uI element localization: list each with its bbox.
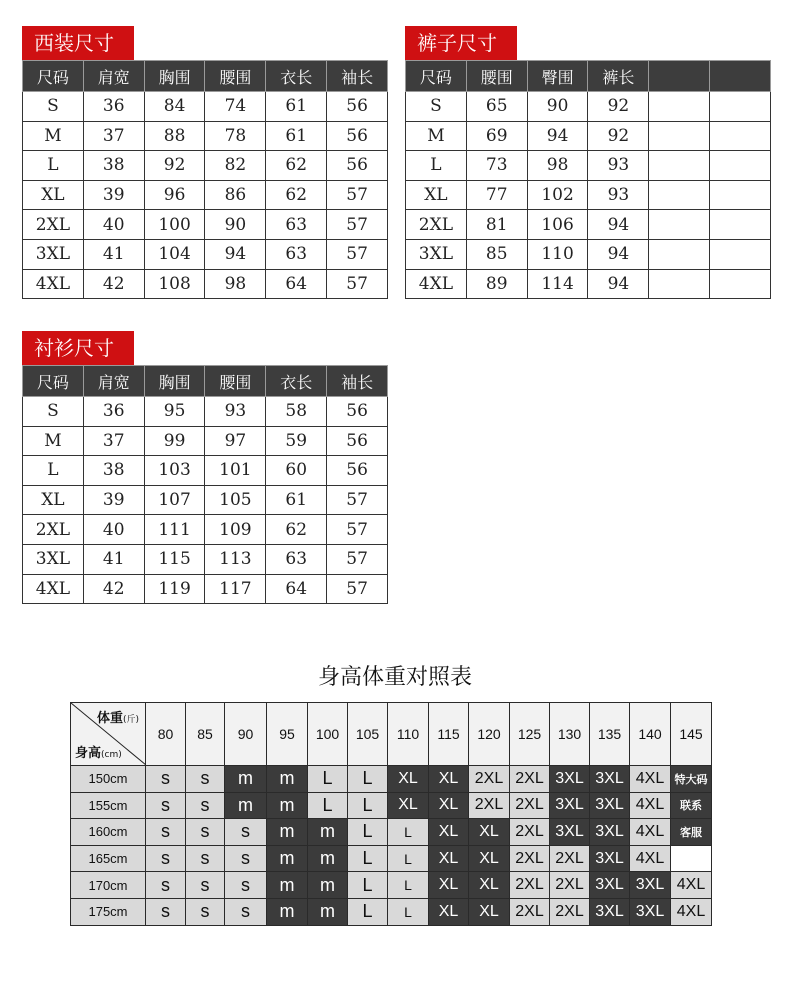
- table-row: [23, 574, 388, 604]
- size-cell: 2XL: [469, 792, 510, 819]
- size-cell: L: [348, 766, 388, 793]
- table-row: [406, 210, 771, 240]
- size-cell: 2XL: [550, 898, 590, 925]
- pants-cell: M: [406, 121, 467, 151]
- suit-header-0: 尺码: [23, 61, 84, 92]
- suit-cell: L: [23, 151, 84, 181]
- weight-header-110: 110: [388, 703, 429, 766]
- suit-cell: 56: [327, 151, 388, 181]
- weight-header-85: 85: [186, 703, 225, 766]
- suit-cell: 57: [327, 239, 388, 269]
- pants-cell: [710, 269, 771, 299]
- suit-cell: 62: [266, 151, 327, 181]
- suit-cell: 64: [266, 269, 327, 299]
- pants-cell: 93: [588, 180, 649, 210]
- size-cell: s: [146, 819, 186, 846]
- pants-cell: 106: [527, 210, 588, 240]
- shirt-cell: 39: [83, 485, 144, 515]
- weight-header-140: 140: [630, 703, 671, 766]
- suit-cell: 63: [266, 210, 327, 240]
- shirt-cell: 57: [327, 485, 388, 515]
- suit-cell: 100: [144, 210, 205, 240]
- pants-cell: 114: [527, 269, 588, 299]
- size-cell: 3XL: [590, 792, 630, 819]
- suit-cell: 96: [144, 180, 205, 210]
- height-weight-title: 身高体重对照表: [317, 665, 472, 690]
- suit-cell: 37: [83, 121, 144, 151]
- pants-header-1: 腰围: [466, 61, 527, 92]
- table-row: [23, 121, 388, 151]
- pants-cell: 92: [588, 121, 649, 151]
- suit-cell: 74: [205, 92, 266, 122]
- suit-cell: 57: [327, 269, 388, 299]
- shirt-cell: 56: [327, 397, 388, 427]
- shirt-cell: 38: [83, 456, 144, 486]
- size-cell: 3XL: [630, 898, 671, 925]
- suit-cell: XL: [23, 180, 84, 210]
- pants-cell: 94: [588, 210, 649, 240]
- pants-cell: [710, 121, 771, 151]
- pants-cell: [649, 269, 710, 299]
- size-cell: 2XL: [550, 845, 590, 872]
- suit-cell: 41: [83, 239, 144, 269]
- size-cell: m: [267, 766, 308, 793]
- table-row: [71, 819, 712, 846]
- suit-cell: 86: [205, 180, 266, 210]
- size-cell: s: [186, 819, 225, 846]
- pants-cell: [649, 121, 710, 151]
- shirt-cell: 42: [83, 574, 144, 604]
- size-cell: s: [146, 766, 186, 793]
- suit-header-2: 胸围: [144, 61, 205, 92]
- weight-header-105: 105: [348, 703, 388, 766]
- shirt-cell: 97: [205, 426, 266, 456]
- shirt-cell: 107: [144, 485, 205, 515]
- pants-cell: 102: [527, 180, 588, 210]
- height-cell: 155cm: [71, 792, 146, 819]
- suit-header-5: 袖长: [327, 61, 388, 92]
- shirt-cell: 59: [266, 426, 327, 456]
- suit-size-title: 西装尺寸: [22, 26, 134, 60]
- height-weight-table: [70, 702, 712, 926]
- size-cell: 2XL: [469, 766, 510, 793]
- shirt-cell: 40: [83, 515, 144, 545]
- size-cell: 2XL: [510, 845, 550, 872]
- table-row: [406, 239, 771, 269]
- size-cell: L: [348, 898, 388, 925]
- suit-cell: 90: [205, 210, 266, 240]
- pants-cell: [710, 180, 771, 210]
- table-row: [406, 151, 771, 181]
- size-cell: s: [146, 792, 186, 819]
- pants-cell: 85: [466, 239, 527, 269]
- size-cell: XL: [429, 792, 469, 819]
- shirt-size-table: [22, 365, 388, 604]
- pants-cell: 90: [527, 92, 588, 122]
- pants-cell: 3XL: [406, 239, 467, 269]
- pants-cell: 93: [588, 151, 649, 181]
- table-row: [71, 872, 712, 899]
- shirt-cell: 58: [266, 397, 327, 427]
- pants-cell: [710, 239, 771, 269]
- size-cell: 4XL: [671, 898, 712, 925]
- shirt-cell: 109: [205, 515, 266, 545]
- shirt-cell: XL: [23, 485, 84, 515]
- table-row: [71, 845, 712, 872]
- size-cell: s: [146, 872, 186, 899]
- weight-header-130: 130: [550, 703, 590, 766]
- size-cell: 3XL: [590, 819, 630, 846]
- size-cell: L: [388, 819, 429, 846]
- size-cell: 2XL: [510, 898, 550, 925]
- suit-cell: 38: [83, 151, 144, 181]
- height-cell: 160cm: [71, 819, 146, 846]
- pants-cell: 4XL: [406, 269, 467, 299]
- size-cell: s: [186, 898, 225, 925]
- size-cell: XL: [469, 819, 510, 846]
- table-row: [71, 792, 712, 819]
- suit-cell: 104: [144, 239, 205, 269]
- suit-cell: M: [23, 121, 84, 151]
- size-cell: [671, 845, 712, 872]
- pants-cell: [649, 92, 710, 122]
- size-cell: m: [267, 898, 308, 925]
- size-cell: XL: [388, 792, 429, 819]
- size-cell: 4XL: [630, 792, 671, 819]
- shirt-cell: L: [23, 456, 84, 486]
- size-cell: 联系: [671, 792, 712, 819]
- pants-cell: 2XL: [406, 210, 467, 240]
- weight-header-100: 100: [308, 703, 348, 766]
- size-cell: L: [308, 766, 348, 793]
- shirt-cell: 62: [266, 515, 327, 545]
- size-cell: 客服: [671, 819, 712, 846]
- shirt-header-3: 腰围: [205, 366, 266, 397]
- weight-header-135: 135: [590, 703, 630, 766]
- size-cell: L: [348, 819, 388, 846]
- suit-size-table: [22, 60, 388, 299]
- pants-cell: L: [406, 151, 467, 181]
- size-cell: XL: [429, 898, 469, 925]
- shirt-cell: 56: [327, 456, 388, 486]
- size-cell: m: [308, 872, 348, 899]
- suit-cell: 42: [83, 269, 144, 299]
- size-cell: m: [267, 819, 308, 846]
- weight-label-text: 体重: [96, 711, 123, 726]
- shirt-header-4: 衣长: [266, 366, 327, 397]
- size-cell: XL: [469, 898, 510, 925]
- table-row: [23, 515, 388, 545]
- suit-cell: 92: [144, 151, 205, 181]
- size-cell: m: [225, 792, 267, 819]
- suit-cell: 78: [205, 121, 266, 151]
- size-cell: 3XL: [590, 872, 630, 899]
- size-cell: L: [388, 845, 429, 872]
- size-cell: 2XL: [510, 819, 550, 846]
- suit-cell: 61: [266, 121, 327, 151]
- shirt-cell: 115: [144, 544, 205, 574]
- size-cell: 3XL: [590, 898, 630, 925]
- suit-cell: 39: [83, 180, 144, 210]
- shirt-cell: 4XL: [23, 574, 84, 604]
- pants-cell: XL: [406, 180, 467, 210]
- height-cell: 150cm: [71, 766, 146, 793]
- size-cell: m: [308, 898, 348, 925]
- weight-header-125: 125: [510, 703, 550, 766]
- suit-cell: 108: [144, 269, 205, 299]
- suit-header-3: 腰围: [205, 61, 266, 92]
- pants-cell: 73: [466, 151, 527, 181]
- table-row: [23, 544, 388, 574]
- suit-cell: 94: [205, 239, 266, 269]
- size-cell: s: [225, 845, 267, 872]
- suit-cell: 2XL: [23, 210, 84, 240]
- size-cell: XL: [469, 872, 510, 899]
- shirt-cell: 57: [327, 544, 388, 574]
- size-cell: 2XL: [510, 872, 550, 899]
- pants-cell: 89: [466, 269, 527, 299]
- suit-cell: 62: [266, 180, 327, 210]
- suit-cell: 56: [327, 121, 388, 151]
- shirt-cell: 63: [266, 544, 327, 574]
- size-cell: s: [186, 872, 225, 899]
- shirt-cell: 3XL: [23, 544, 84, 574]
- suit-header-row: [23, 61, 388, 92]
- pants-cell: [710, 210, 771, 240]
- pants-cell: [649, 180, 710, 210]
- table-row: [71, 898, 712, 925]
- size-cell: 3XL: [550, 819, 590, 846]
- size-cell: 3XL: [630, 872, 671, 899]
- height-cell: 165cm: [71, 845, 146, 872]
- size-cell: 4XL: [630, 766, 671, 793]
- size-cell: 4XL: [630, 845, 671, 872]
- suit-cell: 4XL: [23, 269, 84, 299]
- table-row: [23, 269, 388, 299]
- suit-cell: 88: [144, 121, 205, 151]
- shirt-cell: 101: [205, 456, 266, 486]
- size-cell: 2XL: [510, 792, 550, 819]
- size-cell: s: [186, 845, 225, 872]
- pants-cell: [710, 92, 771, 122]
- size-cell: m: [267, 792, 308, 819]
- pants-cell: 81: [466, 210, 527, 240]
- weight-header-80: 80: [146, 703, 186, 766]
- shirt-size-title: 衬衫尺寸: [22, 331, 134, 365]
- table-row: [406, 92, 771, 122]
- suit-cell: 84: [144, 92, 205, 122]
- height-unit: (cm): [101, 750, 122, 760]
- weight-header-115: 115: [429, 703, 469, 766]
- suit-cell: 57: [327, 210, 388, 240]
- size-cell: XL: [429, 872, 469, 899]
- suit-header-4: 衣长: [266, 61, 327, 92]
- pants-header-4: [649, 61, 710, 92]
- size-cell: s: [225, 819, 267, 846]
- suit-cell: 61: [266, 92, 327, 122]
- size-cell: s: [225, 872, 267, 899]
- size-cell: 2XL: [510, 766, 550, 793]
- size-cell: L: [348, 872, 388, 899]
- size-cell: XL: [469, 845, 510, 872]
- size-cell: 3XL: [590, 766, 630, 793]
- pants-cell: [649, 151, 710, 181]
- table-row: [23, 485, 388, 515]
- height-cell: 170cm: [71, 872, 146, 899]
- size-cell: s: [186, 766, 225, 793]
- pants-header-row: [406, 61, 771, 92]
- diagonal-header-cell: [71, 703, 146, 766]
- shirt-header-1: 肩宽: [83, 366, 144, 397]
- pants-cell: 92: [588, 92, 649, 122]
- shirt-cell: 36: [83, 397, 144, 427]
- size-cell: L: [348, 845, 388, 872]
- suit-cell: S: [23, 92, 84, 122]
- pants-cell: 77: [466, 180, 527, 210]
- shirt-header-2: 胸围: [144, 366, 205, 397]
- size-cell: XL: [429, 766, 469, 793]
- size-cell: 4XL: [671, 872, 712, 899]
- pants-size-title: 裤子尺寸: [405, 26, 517, 60]
- pants-header-3: 裤长: [588, 61, 649, 92]
- size-cell: 3XL: [550, 766, 590, 793]
- table-row: [23, 456, 388, 486]
- table-row: [406, 269, 771, 299]
- size-cell: m: [267, 845, 308, 872]
- size-cell: s: [146, 898, 186, 925]
- table-row: [406, 180, 771, 210]
- suit-cell: 82: [205, 151, 266, 181]
- weight-header-145: 145: [671, 703, 712, 766]
- height-cell: 175cm: [71, 898, 146, 925]
- pants-header-2: 臀围: [527, 61, 588, 92]
- size-cell: m: [308, 819, 348, 846]
- pants-header-0: 尺码: [406, 61, 467, 92]
- pants-cell: 94: [588, 239, 649, 269]
- shirt-cell: 119: [144, 574, 205, 604]
- pants-cell: 110: [527, 239, 588, 269]
- shirt-cell: 37: [83, 426, 144, 456]
- table-row: [23, 426, 388, 456]
- shirt-cell: 117: [205, 574, 266, 604]
- table-row: [23, 239, 388, 269]
- pants-cell: 98: [527, 151, 588, 181]
- suit-cell: 57: [327, 180, 388, 210]
- size-cell: s: [146, 845, 186, 872]
- pants-cell: [649, 239, 710, 269]
- weight-header-90: 90: [225, 703, 267, 766]
- pants-cell: [710, 151, 771, 181]
- shirt-cell: M: [23, 426, 84, 456]
- shirt-cell: 93: [205, 397, 266, 427]
- size-cell: 特大码: [671, 766, 712, 793]
- shirt-cell: 113: [205, 544, 266, 574]
- height-label: [75, 742, 122, 761]
- table-row: [71, 766, 712, 793]
- table-row: [23, 151, 388, 181]
- shirt-cell: 2XL: [23, 515, 84, 545]
- size-cell: L: [388, 898, 429, 925]
- table-row: [23, 210, 388, 240]
- size-cell: XL: [429, 819, 469, 846]
- size-cell: 2XL: [550, 872, 590, 899]
- size-cell: XL: [388, 766, 429, 793]
- suit-cell: 98: [205, 269, 266, 299]
- size-cell: m: [308, 845, 348, 872]
- pants-cell: 65: [466, 92, 527, 122]
- weight-unit: (斤): [122, 715, 139, 725]
- shirt-cell: 57: [327, 515, 388, 545]
- size-cell: XL: [429, 845, 469, 872]
- shirt-cell: 103: [144, 456, 205, 486]
- shirt-cell: 41: [83, 544, 144, 574]
- size-cell: L: [388, 872, 429, 899]
- shirt-header-row: [23, 366, 388, 397]
- weight-header-row: [71, 703, 712, 766]
- weight-label: [97, 707, 139, 726]
- shirt-cell: 64: [266, 574, 327, 604]
- shirt-cell: 61: [266, 485, 327, 515]
- size-cell: L: [308, 792, 348, 819]
- suit-cell: 40: [83, 210, 144, 240]
- table-row: [23, 92, 388, 122]
- shirt-cell: 56: [327, 426, 388, 456]
- shirt-header-0: 尺码: [23, 366, 84, 397]
- pants-cell: [649, 210, 710, 240]
- suit-cell: 56: [327, 92, 388, 122]
- table-row: [406, 121, 771, 151]
- pants-cell: 94: [527, 121, 588, 151]
- shirt-cell: 105: [205, 485, 266, 515]
- height-label-text: 身高: [75, 746, 102, 761]
- shirt-cell: 95: [144, 397, 205, 427]
- weight-header-120: 120: [469, 703, 510, 766]
- shirt-cell: 60: [266, 456, 327, 486]
- shirt-cell: S: [23, 397, 84, 427]
- pants-cell: 69: [466, 121, 527, 151]
- suit-cell: 36: [83, 92, 144, 122]
- shirt-header-5: 袖长: [327, 366, 388, 397]
- shirt-cell: 57: [327, 574, 388, 604]
- pants-size-table: [405, 60, 771, 299]
- pants-cell: S: [406, 92, 467, 122]
- size-cell: m: [267, 872, 308, 899]
- pants-cell: 94: [588, 269, 649, 299]
- size-cell: s: [186, 792, 225, 819]
- size-cell: m: [225, 766, 267, 793]
- shirt-cell: 111: [144, 515, 205, 545]
- size-cell: 3XL: [550, 792, 590, 819]
- table-row: [23, 397, 388, 427]
- suit-header-1: 肩宽: [83, 61, 144, 92]
- size-cell: 3XL: [590, 845, 630, 872]
- shirt-cell: 99: [144, 426, 205, 456]
- suit-cell: 63: [266, 239, 327, 269]
- weight-header-95: 95: [267, 703, 308, 766]
- size-cell: 4XL: [630, 819, 671, 846]
- table-row: [23, 180, 388, 210]
- size-cell: s: [225, 898, 267, 925]
- pants-header-5: [710, 61, 771, 92]
- suit-cell: 3XL: [23, 239, 84, 269]
- size-cell: L: [348, 792, 388, 819]
